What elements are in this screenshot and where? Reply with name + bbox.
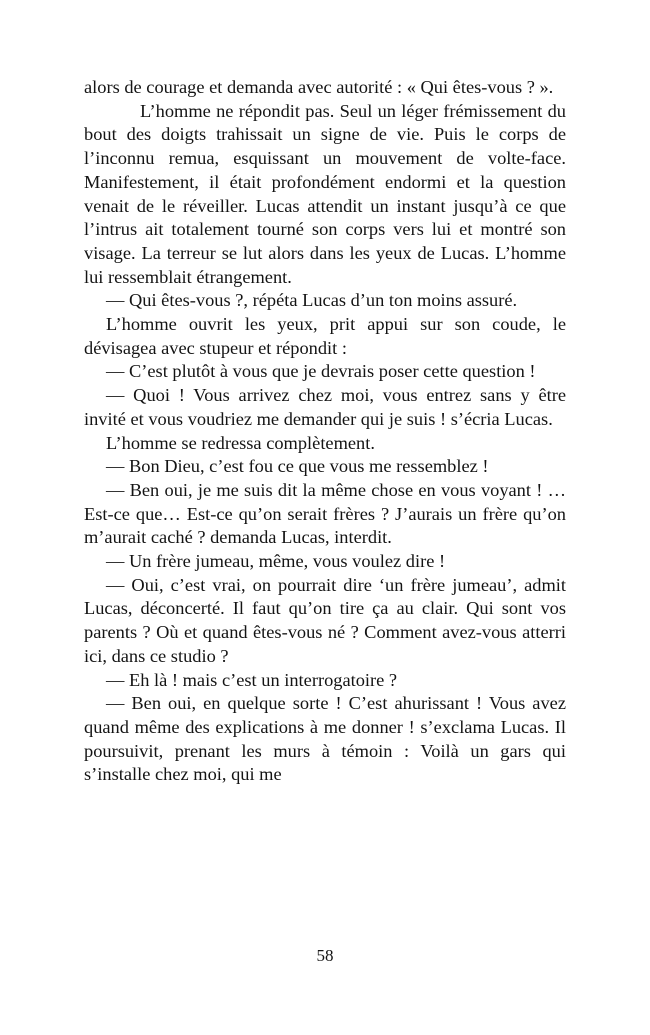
paragraph: — Qui êtes-vous ?, répéta Lucas d’un ton moins assuré. <box>106 290 518 311</box>
paragraph: alors de courage et demanda avec autorité : « Qui êtes-vous ? ». <box>84 77 554 97</box>
page-body <box>84 76 566 787</box>
paragraph: L’homme ne répondit pas. Seul un léger frémissement du bout des doigts trahissait un signe de vie. Puis le corps de l’inconnu remua, esquissant un mouvement de volte-face. Manifestement, il était profondément endormi et la question venait de le réveiller. Lucas attendit un instant jusqu’à ce que l’intrus ait totalement tourné son corps vers lui et montré son visage. La terreur se lut alors dans les yeux de Lucas. L’homme lui ressemblait étrangement. <box>84 100 566 287</box>
paragraph: L’homme ouvrit les yeux, prit appui sur son coude, le dévisagea avec stupeur et répondit : <box>84 314 566 358</box>
paragraph: — Ben oui, je me suis dit la même chose en vous voyant ! … Est-ce que… Est-ce qu’on serait frères ? J’aurais un frère qu’on m’aurait caché ? demanda Lucas, interdit. <box>84 479 566 548</box>
paragraph: — Eh là ! mais c’est un interrogatoire ? <box>106 669 398 690</box>
paragraph: — Un frère jumeau, même, vous voulez dire ! <box>106 551 446 572</box>
paragraph: — Bon Dieu, c’est fou ce que vous me ressemblez ! <box>106 456 489 477</box>
paragraph: — Quoi ! Vous arrivez chez moi, vous entrez sans y être invité et vous voudriez me demander qui je suis ! s’écria Lucas. <box>84 385 566 429</box>
paragraph: — Ben oui, en quelque sorte ! C’est ahurissant ! Vous avez quand même des explications à me donner ! s’exclama Lucas. Il poursuivit, prenant les murs à témoin : Voilà un gars qui s’installe chez moi, qui me <box>84 693 566 785</box>
paragraph: — Oui, c’est vrai, on pourrait dire ‘un frère jumeau’, admit Lucas, déconcerté. Il faut qu’on tire ça au clair. Qui sont vos parents ? Où et quand êtes-vous né ? Comment avez-vous atterri ici, dans ce studio ? <box>84 574 566 666</box>
paragraph: — C’est plutôt à vous que je devrais poser cette question ! <box>106 361 536 382</box>
paragraph: L’homme se redressa complètement. <box>106 432 375 453</box>
page-number: 58 <box>316 946 334 965</box>
